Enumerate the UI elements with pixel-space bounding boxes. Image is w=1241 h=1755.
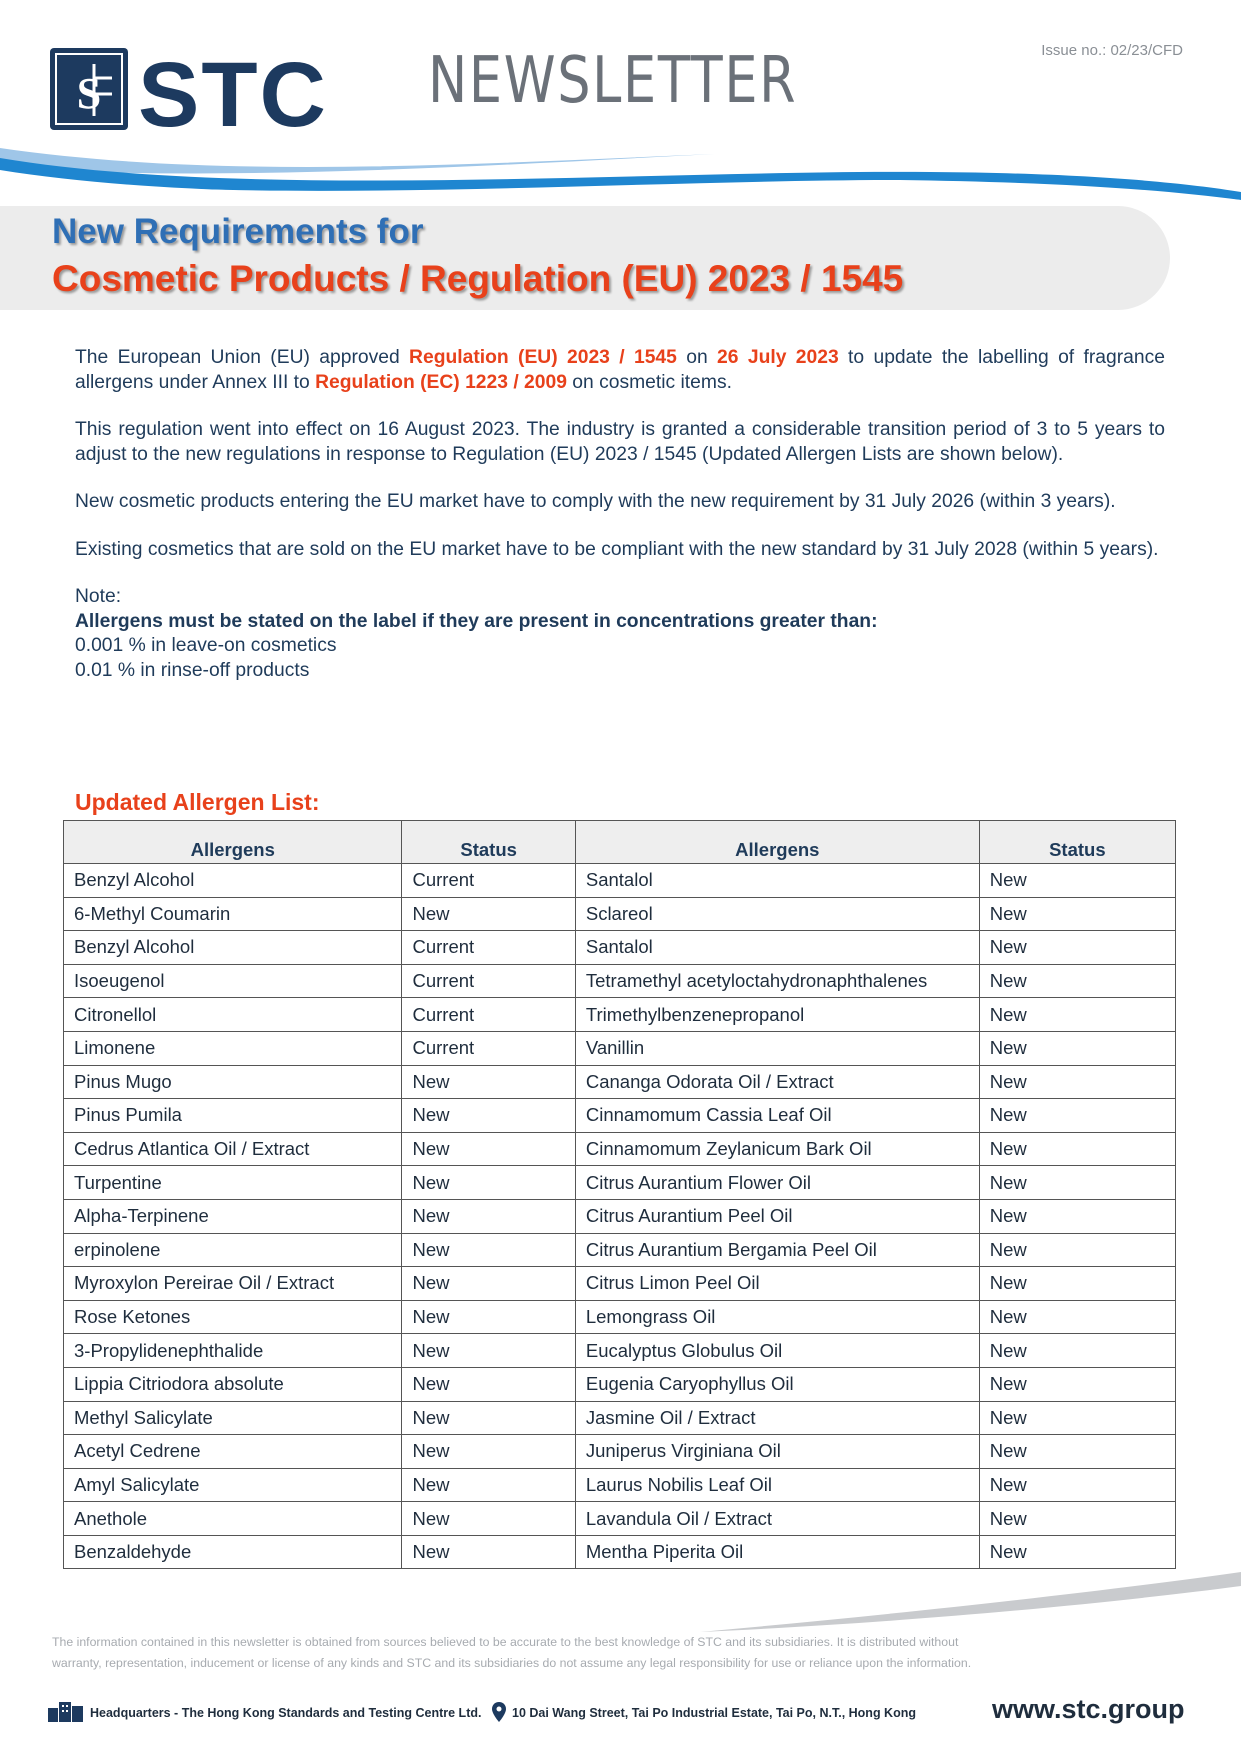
- building-icon: [48, 1700, 84, 1722]
- status-cell: New: [979, 864, 1175, 898]
- status-cell: New: [402, 1468, 575, 1502]
- note-label: Note:: [75, 586, 122, 607]
- status-cell: New: [402, 1300, 575, 1334]
- table-row: [64, 1166, 1176, 1200]
- status-cell: New: [979, 1334, 1175, 1368]
- allergen-cell: Vanillin: [575, 1031, 979, 1065]
- status-cell: New: [402, 1535, 575, 1569]
- status-cell: New: [979, 931, 1175, 965]
- text-run: on cosmetic items.: [566, 371, 732, 393]
- allergen-cell: Citrus Limon Peel Oil: [575, 1267, 979, 1301]
- allergen-cell: Cinnamomum Cassia Leaf Oil: [575, 1099, 979, 1133]
- status-cell: New: [979, 964, 1175, 998]
- table-row: [64, 998, 1176, 1032]
- allergen-cell: Citrus Aurantium Flower Oil: [575, 1166, 979, 1200]
- regulation-reference-2: Regulation (EC) 1223 / 2009: [315, 371, 567, 393]
- table-row: [64, 931, 1176, 965]
- footer-swoosh: [700, 1572, 1241, 1632]
- status-cell: New: [979, 1031, 1175, 1065]
- note-heading: Allergens must be stated on the label if they are present in concentrations greater than:: [75, 610, 878, 632]
- allergen-cell: Turpentine: [64, 1166, 402, 1200]
- allergen-cell: Trimethylbenzenepropanol: [575, 998, 979, 1032]
- table-row: [64, 1199, 1176, 1233]
- status-cell: New: [979, 1166, 1175, 1200]
- allergen-cell: Lemongrass Oil: [575, 1300, 979, 1334]
- status-cell: New: [402, 1334, 575, 1368]
- table-row: [64, 864, 1176, 898]
- approval-date: 26 July 2023: [717, 347, 839, 368]
- page-title-line1: New Requirements for: [52, 212, 424, 251]
- allergen-cell: Methyl Salicylate: [64, 1401, 402, 1435]
- status-cell: New: [979, 1099, 1175, 1133]
- status-cell: New: [979, 1401, 1175, 1435]
- table-row: [64, 964, 1176, 998]
- status-cell: Current: [402, 964, 575, 998]
- status-cell: Current: [402, 998, 575, 1032]
- table-row: [64, 1031, 1176, 1065]
- table-row: [64, 1065, 1176, 1099]
- allergen-cell: Mentha Piperita Oil: [575, 1535, 979, 1569]
- table-row: [64, 1233, 1176, 1267]
- status-cell: New: [979, 1300, 1175, 1334]
- column-header-status-2: Status: [979, 821, 1175, 864]
- status-cell: New: [402, 1199, 575, 1233]
- allergen-cell: Eugenia Caryophyllus Oil: [575, 1367, 979, 1401]
- status-cell: New: [979, 1502, 1175, 1536]
- status-cell: New: [402, 1132, 575, 1166]
- regulation-reference: Regulation (EU) 2023 / 1545: [409, 347, 677, 368]
- status-cell: New: [402, 1435, 575, 1469]
- paragraph-intro: [75, 346, 1165, 395]
- page-title-line2: Cosmetic Products / Regulation (EU) 2023 / 1545: [52, 258, 904, 299]
- allergen-cell: Isoeugenol: [64, 964, 402, 998]
- status-cell: New: [402, 1401, 575, 1435]
- svg-text:S: S: [76, 69, 102, 118]
- header-swoosh: [0, 130, 1241, 200]
- status-cell: New: [979, 1199, 1175, 1233]
- table-body: [64, 864, 1176, 1569]
- status-cell: New: [979, 1065, 1175, 1099]
- article-body: [75, 346, 1165, 683]
- text-run: The European Union (EU) approved: [75, 347, 410, 368]
- text-run: to update the labelling of fragrance allergens under Annex III to: [75, 347, 1165, 393]
- table-row: [64, 1267, 1176, 1301]
- status-cell: New: [979, 1233, 1175, 1267]
- table-row: [64, 897, 1176, 931]
- allergen-cell: Lippia Citriodora absolute: [64, 1367, 402, 1401]
- allergen-cell: Pinus Pumila: [64, 1099, 402, 1133]
- paragraph-effective-date: This regulation went into effect on 16 August 2023. The industry is granted a considerable transition period of 3 to 5 years to adjust to the new regulations in response to Regulation (EU) 2023 / 1545 (Updated Allergen Lists are shown below).: [75, 419, 1165, 465]
- status-cell: New: [402, 1367, 575, 1401]
- table-row: [64, 1502, 1176, 1536]
- allergen-cell: erpinolene: [64, 1233, 402, 1267]
- paragraph-existing-products: Existing cosmetics that are sold on the EU market have to be compliant with the new standard by 31 July 2028 (within 5 years).: [75, 538, 1159, 560]
- allergen-cell: Benzyl Alcohol: [64, 864, 402, 898]
- allergen-cell: Benzyl Alcohol: [64, 931, 402, 965]
- allergen-cell: Santalol: [575, 931, 979, 965]
- allergen-cell: Juniperus Virginiana Oil: [575, 1435, 979, 1469]
- allergen-cell: Benzaldehyde: [64, 1535, 402, 1569]
- status-cell: New: [979, 1435, 1175, 1469]
- status-cell: Current: [402, 931, 575, 965]
- allergen-cell: Jasmine Oil / Extract: [575, 1401, 979, 1435]
- table-header-row: [64, 821, 1176, 864]
- status-cell: New: [402, 1502, 575, 1536]
- table-row: [64, 1435, 1176, 1469]
- table-row: [64, 1367, 1176, 1401]
- footer-bar: [48, 1694, 1198, 1728]
- text-run: on: [676, 347, 718, 368]
- allergen-cell: Santalol: [575, 864, 979, 898]
- table-row: [64, 1334, 1176, 1368]
- allergen-cell: Limonene: [64, 1031, 402, 1065]
- address-text: 10 Dai Wang Street, Tai Po Industrial Estate, Tai Po, N.T., Hong Kong: [512, 1706, 916, 1720]
- logo-wordmark: STC: [138, 48, 328, 132]
- allergen-cell: Cedrus Atlantica Oil / Extract: [64, 1132, 402, 1166]
- allergen-cell: Tetramethyl acetyloctahydronaphthalenes: [575, 964, 979, 998]
- website-link[interactable]: www.stc.group: [992, 1694, 1185, 1724]
- table-row: [64, 1468, 1176, 1502]
- paragraph-new-products: New cosmetic products entering the EU market have to comply with the new requirement by 31 July 2026 (within 3 years).: [75, 491, 1116, 512]
- allergen-cell: Anethole: [64, 1502, 402, 1536]
- disclaimer: [52, 1632, 1012, 1674]
- note-threshold-leave-on: 0.001 % in leave-on cosmetics: [75, 635, 337, 656]
- table-row: [64, 1099, 1176, 1133]
- column-header-allergens: Allergens: [64, 821, 402, 864]
- stc-logo: [50, 48, 360, 132]
- column-header-status: Status: [402, 821, 575, 864]
- column-header-allergens-2: Allergens: [575, 821, 979, 864]
- status-cell: New: [402, 1099, 575, 1133]
- allergen-cell: Laurus Nobilis Leaf Oil: [575, 1468, 979, 1502]
- newsletter-heading: NEWSLETTER: [428, 44, 798, 118]
- location-pin-icon: [492, 1702, 506, 1722]
- table-row: [64, 1300, 1176, 1334]
- headquarters-text: Headquarters - The Hong Kong Standards and Testing Centre Ltd.: [90, 1706, 482, 1720]
- issue-number: Issue no.: 02/23/CFD: [1041, 42, 1183, 59]
- allergen-cell: Myroxylon Pereirae Oil / Extract: [64, 1267, 402, 1301]
- allergen-table: [63, 820, 1176, 1569]
- allergen-cell: Lavandula Oil / Extract: [575, 1502, 979, 1536]
- status-cell: New: [979, 1535, 1175, 1569]
- allergen-cell: 3-Propylidenephthalide: [64, 1334, 402, 1368]
- status-cell: New: [402, 1065, 575, 1099]
- disclaimer-line: The information contained in this newsletter is obtained from sources believed to be accurate to the best knowledge of STC and its subsidiaries. It is distributed without: [52, 1635, 959, 1649]
- allergen-cell: Acetyl Cedrene: [64, 1435, 402, 1469]
- allergen-cell: Citrus Aurantium Bergamia Peel Oil: [575, 1233, 979, 1267]
- status-cell: Current: [402, 864, 575, 898]
- allergen-cell: Rose Ketones: [64, 1300, 402, 1334]
- allergen-cell: Pinus Mugo: [64, 1065, 402, 1099]
- status-cell: New: [979, 897, 1175, 931]
- allergen-list-heading: Updated Allergen List:: [75, 789, 320, 815]
- table-row: [64, 1535, 1176, 1569]
- allergen-cell: Alpha-Terpinene: [64, 1199, 402, 1233]
- allergen-cell: Citronellol: [64, 998, 402, 1032]
- status-cell: Current: [402, 1031, 575, 1065]
- status-cell: New: [402, 897, 575, 931]
- allergen-cell: Eucalyptus Globulus Oil: [575, 1334, 979, 1368]
- allergen-cell: Sclareol: [575, 897, 979, 931]
- status-cell: New: [402, 1233, 575, 1267]
- status-cell: New: [979, 1267, 1175, 1301]
- table-row: [64, 1401, 1176, 1435]
- allergen-cell: Cananga Odorata Oil / Extract: [575, 1065, 979, 1099]
- allergen-cell: Citrus Aurantium Peel Oil: [575, 1199, 979, 1233]
- allergen-cell: Cinnamomum Zeylanicum Bark Oil: [575, 1132, 979, 1166]
- status-cell: New: [402, 1267, 575, 1301]
- allergen-cell: 6-Methyl Coumarin: [64, 897, 402, 931]
- table-row: [64, 1132, 1176, 1166]
- allergen-cell: Amyl Salicylate: [64, 1468, 402, 1502]
- note-block: [75, 585, 1165, 683]
- status-cell: New: [979, 1132, 1175, 1166]
- status-cell: New: [979, 1367, 1175, 1401]
- note-threshold-rinse-off: 0.01 % in rinse-off products: [75, 659, 310, 681]
- status-cell: New: [402, 1166, 575, 1200]
- status-cell: New: [979, 998, 1175, 1032]
- disclaimer-line: warranty, representation, inducement or license of any kinds and STC and its subsidiaries do not assume any legal responsibility for use or reliance upon the information.: [52, 1656, 972, 1670]
- status-cell: New: [979, 1468, 1175, 1502]
